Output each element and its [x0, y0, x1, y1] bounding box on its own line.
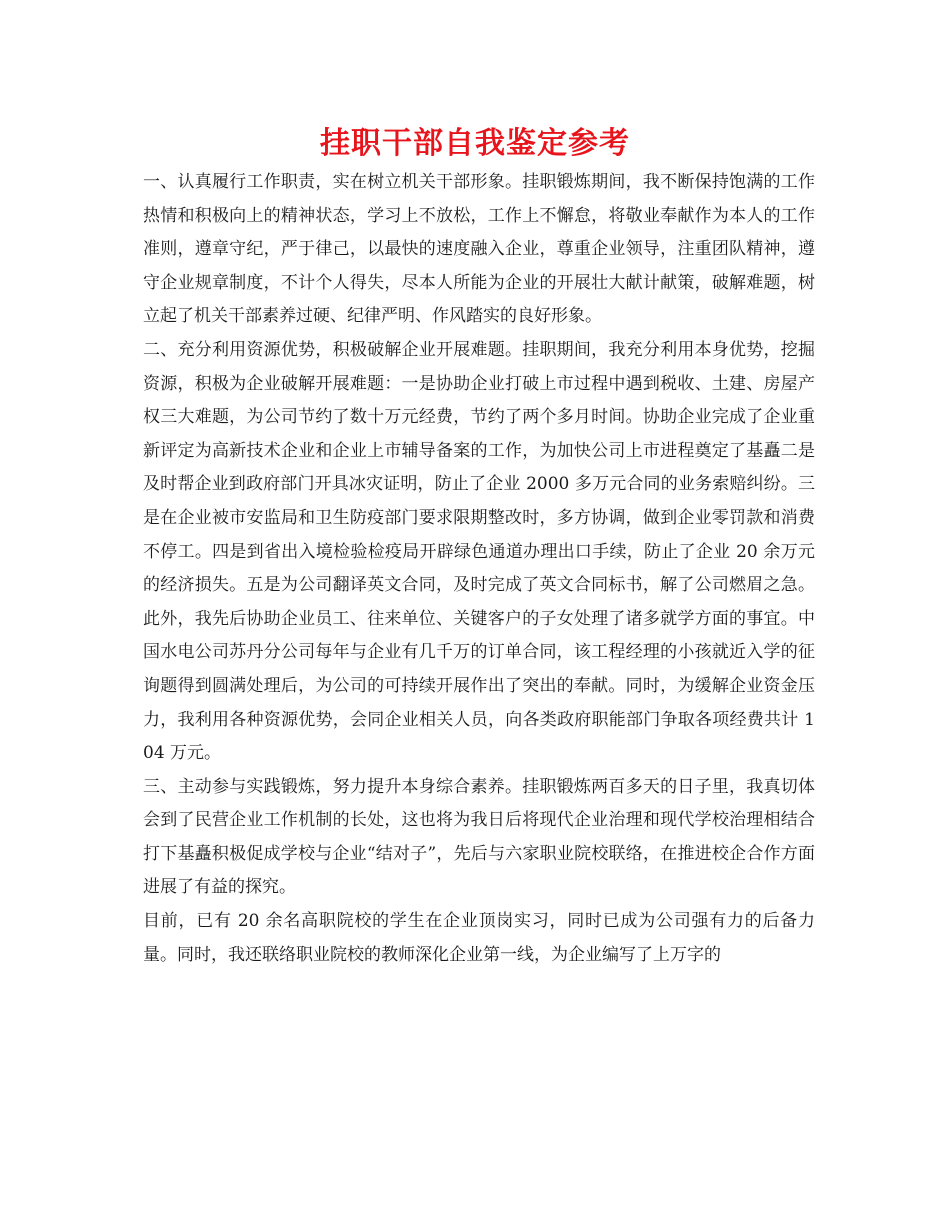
document-body	[143, 166, 815, 972]
paragraph-3: 三、主动参与实践锻炼，努力提升本身综合素养。挂职锻炼两百多天的日子里，我真切体会到了民营企业工作机制的长处，这也将为我日后将现代企业治理和现代学校治理相结合打下基矗积极促成学校与企业“结对子”，先后与六家职业院校联络，在推进校企合作方面进展了有益的探究。	[143, 776, 815, 898]
document-title: 挂职干部自我鉴定参考	[320, 126, 630, 161]
paragraph-1: 一、认真履行工作职责，实在树立机关干部形象。挂职锻炼期间，我不断保持饱满的工作热情和积极向上的精神状态，学习上不放松，工作上不懈怠，将敬业奉献作为本人的工作准则，遵章守纪，严于律己，以最快的速度融入企业，尊重企业领导，注重团队精神，遵守企业规章制度，不计个人得失，尽本人所能为企业的开展壮大献计献策，破解难题，树立起了机关干部素养过硬、纪律严明、作风踏实的良好形象。	[143, 172, 815, 327]
paragraph-4: 目前，已有 20 余名高职院校的学生在企业顶岗实习，同时已成为公司强有力的后备力量。同时，我还联络职业院校的教师深化企业第一线，为企业编写了上万字的	[143, 911, 815, 965]
paragraph-2: 二、充分利用资源优势，积极破解企业开展难题。挂职期间，我充分利用本身优势，挖掘资源，积极为企业破解开展难题：一是协助企业打破上市过程中遇到税收、土建、房屋产权三大难题，为公司节约了数十万元经费，节约了两个多月时间。协助企业完成了企业重新评定为高新技术企业和企业上市辅导备案的工作，为加快公司上市进程奠定了基矗二是及时帮企业到政府部门开具冰灾证明，防止了企业 2000 多万元合同的业务索赔纠纷。三是在企业被市安监局和卫生防疫部门要求限期整改时，多方协调，做到企业零罚款和消费不停工。四是到省出入境检验检疫局开辟绿色通道办理出口手续，防止了企业 20 余万元的经济损失。五是为公司翻译英文合同，及时完成了英文合同标书，解了公司燃眉之急。此外，我先后协助企业员工、往来单位、关键客户的子女处理了诸多就学方面的事宜。中国水电公司苏丹分公司每年与企业有几千万的订单合同，该工程经理的小孩就近入学的征询题得到圆满处理后，为公司的可持续开展作出了突出的奉献。同时，为缓解企业资金压力，我利用各种资源优势，会同企业相关人员，向各类政府职能部门争取各项经费共计 104 万元。	[143, 339, 815, 764]
